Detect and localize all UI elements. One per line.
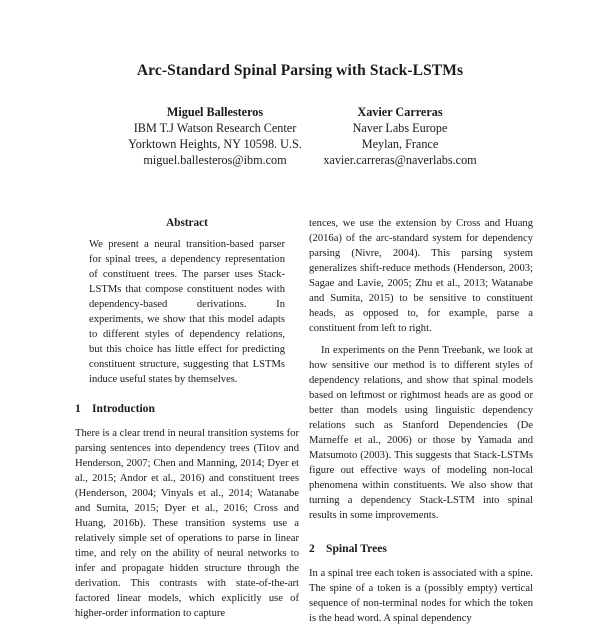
section-heading-spinal-trees	[309, 541, 533, 556]
left-column	[75, 216, 299, 621]
section-number: 1	[75, 402, 81, 415]
author-name: Miguel Ballesteros	[166, 105, 264, 119]
author-email: xavier.carreras@naverlabs.com	[323, 153, 477, 167]
author-address: Yorktown Heights, NY 10598. U.S.	[128, 137, 302, 151]
section-heading-introduction	[75, 401, 299, 416]
paper-title: Arc-Standard Spinal Parsing with Stack-LSTMs	[136, 62, 464, 79]
author-address: Meylan, France	[361, 137, 439, 151]
right-column	[309, 216, 533, 626]
abstract-heading: Abstract	[166, 217, 208, 229]
abstract-text: We present a neural transition-based parser for spinal trees, a dependency representation of constituent trees. The parser uses Stack-LSTMs that compose constituent nodes with dependency-based derivations. In experiments, we show that this model adapts to different styles of dependency relations, but this choice has little effect for predicting constituent structure, suggesting that LSTMs induce useful states by themselves.	[89, 239, 285, 385]
author-block-2	[300, 104, 500, 168]
author-name: Xavier Carreras	[357, 105, 443, 119]
section-title: Introduction	[92, 402, 155, 415]
author-affiliation: Naver Labs Europe	[352, 121, 448, 135]
section-title: Spinal Trees	[326, 542, 387, 555]
section-number: 2	[309, 542, 315, 555]
author-email: miguel.ballesteros@ibm.com	[143, 153, 287, 167]
spinal-trees-paragraph: In a spinal tree each token is associated with a spine. The spine of a token is a (possibly empty) vertical sequence of non-terminal nodes for which the token is the head word. A spinal dependency	[309, 568, 533, 624]
intro-continuation-paragraph: tences, we use the extension by Cross and Huang (2016a) of the arc-standard system for dependency parsing (Nivre, 2004). This parsing system generalizes shift-reduce methods (Henderson, 2003; Sagae and Lavie, 2005; Zhu et al., 2013; Watanabe and Sumita, 2015) to be sensitive to constituent heads, as opposed to, for example, parse a constituent from left to right.	[309, 218, 533, 334]
experiments-paragraph: In experiments on the Penn Treebank, we look at how sensitive our method is to different styles of dependency relations, and show that spinal models based on leftmost or rightmost heads are as good or better than models using linguistic dependency relations such as Stanford Dependencies (De Marneffe et al., 2006) or those by Yamada and Matsumoto (2003). This suggests that Stack-LSTMs figure out effective ways of modeling non-local phenomena within constituents. We also show that turning a dependency Stack-LSTM into spinal results in some improvements.	[309, 345, 533, 521]
introduction-paragraph: There is a clear trend in neural transition systems for parsing sentences into dependency trees (Titov and Henderson, 2007; Chen and Manning, 2014; Dyer et al., 2015; Andor et al., 2016) and constituent trees (Henderson, 2004; Vinyals et al., 2014; Watanabe and Sumita, 2015; Dyer et al., 2016; Cross and Huang, 2016b). These transition systems use a relatively simple set of operations to parse in linear time, and rely on the ability of neural networks to infer and propagate hidden structure through the derivation. This contrasts with state-of-the-art factored linear models, which explicitly use of higher-order information to capture	[75, 428, 299, 619]
author-affiliation: IBM T.J Watson Research Center	[133, 121, 297, 135]
author-block-1	[95, 104, 335, 168]
